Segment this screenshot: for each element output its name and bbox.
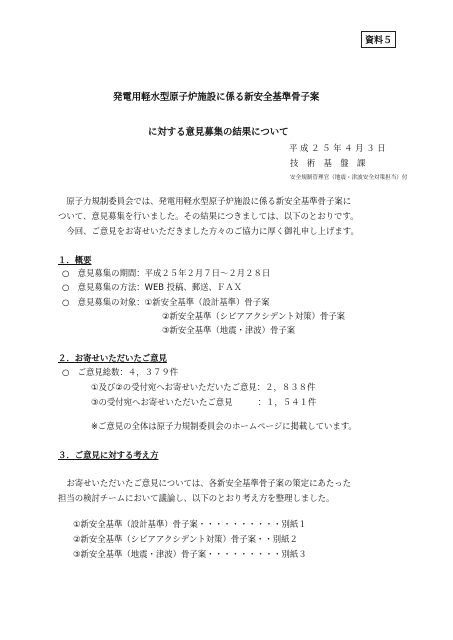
document-badge: 資料５ xyxy=(361,31,396,48)
attachment-item: ③新安全基準（地震・津波）骨子案・・・・・・・・・別紙３ xyxy=(73,549,307,559)
title-line-2: に対する意見募集の結果について xyxy=(148,127,289,138)
opinions-total: ○ ご意見総数：４，３７９件 xyxy=(62,367,179,377)
overview-target-item: ③新安全基準（地震・津波）骨子案 xyxy=(162,325,296,335)
intro-line: 原子力規制委員会では、発電用軽水型原子炉施設に係る新安全基準骨子案に xyxy=(58,196,352,206)
responses-paragraph-line: お寄せいただいたご意見については、各新安全基準骨子案の策定にあたった xyxy=(58,478,351,488)
opinions-count-line: ③の受付宛へお寄せいただいたご意見 ：１，５４１件 xyxy=(91,397,317,407)
attachment-item: ①新安全基準（設計基準）骨子案・・・・・・・・・・別紙１ xyxy=(73,519,307,529)
title-line-1: 発電用軽水型原子炉施設に係る新安全基準骨子案 xyxy=(113,92,320,103)
opinions-count-line: ①及び②の受付宛へお寄せいただいたご意見：２，８３８件 xyxy=(91,382,316,392)
responses-paragraph-line: 担当の検討チームにおいて議論し、以下のとおり考え方を整理しました。 xyxy=(58,493,335,503)
section-heading-overview: １．概要 xyxy=(58,255,92,265)
opinions-note: ※ご意見の全体は原子力規制委員会のホームページに掲載しています。 xyxy=(91,421,357,431)
overview-period: ○ 意見募集の期間：平成２５年２月７日～２月２８日 xyxy=(62,268,271,278)
sub-department: 安全規制管理官（地震・津波安全対策担当）付 xyxy=(290,175,408,181)
intro-line: 今回、ご意見をお寄せいただきました方々のご協力に厚く御礼申し上げます。 xyxy=(58,226,359,236)
intro-line: ついて、意見募集を行いました。その結果につきましては、以下のとおりです。 xyxy=(58,211,359,221)
date: 平 成 ２ ５ 年 ４ 月 ３ 日 xyxy=(289,143,386,153)
overview-target: ○ 意見募集の対象：①新安全基準（設計基準）骨子案 xyxy=(62,297,270,307)
attachment-item: ②新安全基準（シビアアクシデント対策）骨子案・・別紙２ xyxy=(73,534,298,544)
section-heading-opinions: ２．お寄せいただいたご意見 xyxy=(58,353,167,363)
overview-target-item: ②新安全基準（シビアアクシデント対策）骨子案 xyxy=(162,311,345,321)
overview-method: ○ 意見募集の方法：WEB 投稿、郵送、ＦＡＸ xyxy=(62,282,243,292)
department: 技 術 基 盤 課 xyxy=(290,158,366,168)
section-heading-responses: ３．ご意見に対する考え方 xyxy=(58,450,159,460)
